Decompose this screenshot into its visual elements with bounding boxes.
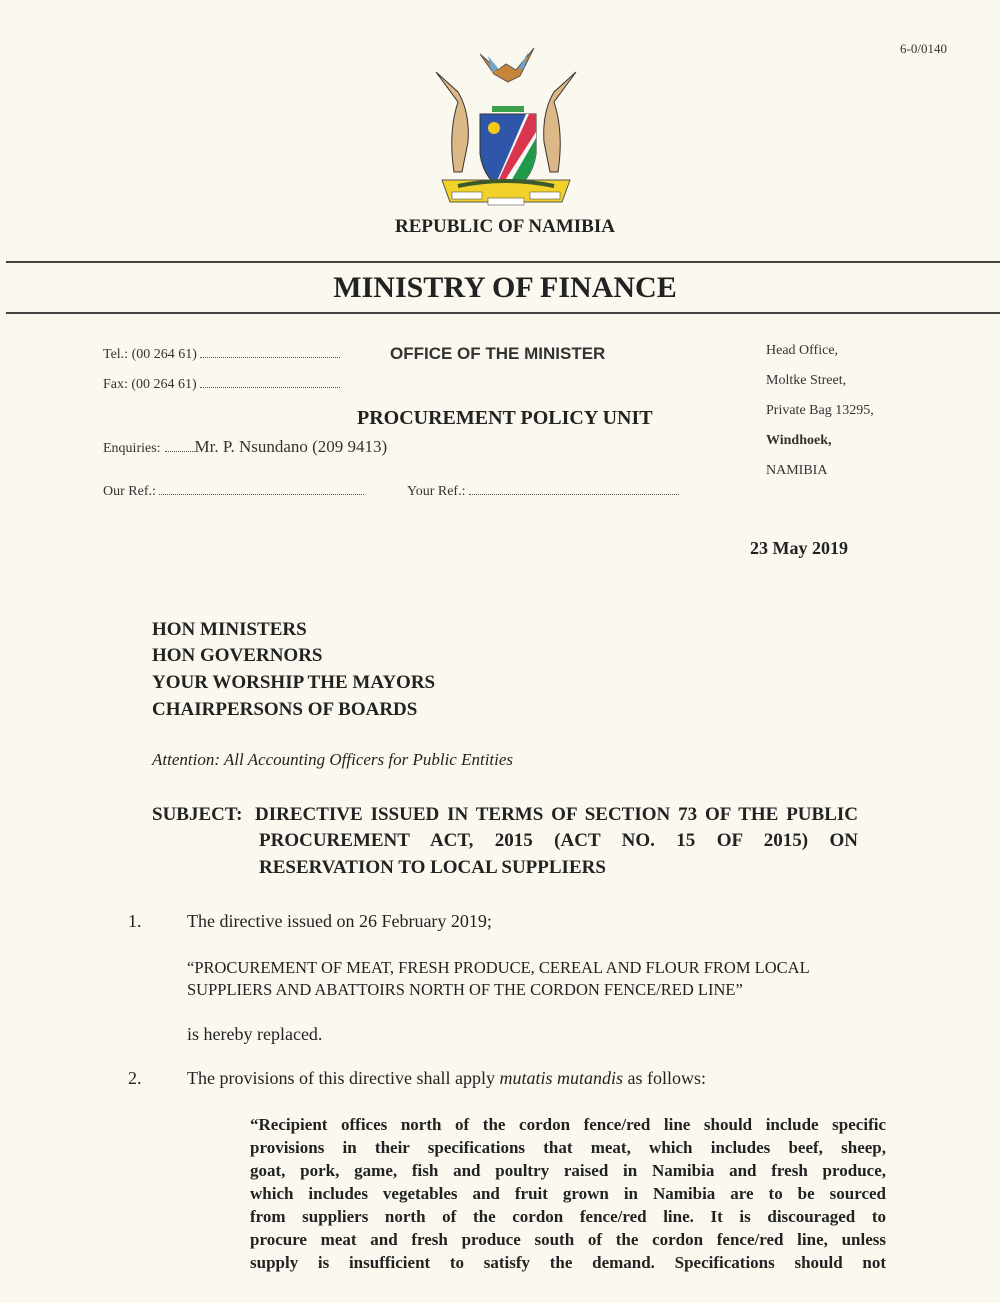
addressee: HON MINISTERS: [152, 619, 307, 640]
tel-field: [103, 348, 340, 362]
quote-line: procure meat and fresh produce south of the cordon fence/red line, unless: [250, 1230, 886, 1249]
enquiries-field: [103, 438, 387, 456]
addressee: HON GOVERNORS: [152, 645, 323, 666]
letter-date: 23 May 2019: [750, 538, 848, 558]
addressee: YOUR WORSHIP THE MAYORS: [152, 672, 436, 693]
fax-label: Fax: (00 264 61): [103, 377, 197, 392]
text: as follows:: [622, 1068, 706, 1088]
enquiries-label: Enquiries:: [103, 441, 161, 456]
addressee: CHAIRPERSONS OF BOARDS: [152, 699, 418, 720]
your-ref-field: [407, 485, 679, 499]
text: The provisions of this directive shall apply: [187, 1068, 500, 1088]
subject-line: RESERVATION TO LOCAL SUPPLIERS: [259, 857, 606, 878]
our-ref-field: [103, 485, 364, 499]
attention-line: Attention: All Accounting Officers for Public Entities: [152, 750, 514, 769]
subject-label: SUBJECT:: [152, 804, 243, 825]
unit-heading: PROCUREMENT POLICY UNIT: [357, 407, 653, 429]
your-ref-label: Your Ref.:: [407, 484, 466, 499]
document-reference: 6-0/0140: [900, 41, 947, 56]
office-heading: OFFICE OF THE MINISTER: [390, 344, 606, 363]
address-line: Head Office,: [766, 343, 839, 358]
paragraph-number: 1.: [128, 911, 142, 931]
divider-top: [6, 261, 1000, 263]
quoted-title: “PROCUREMENT OF MEAT, FRESH PRODUCE, CEREAL AND FLOUR FROM LOCAL: [187, 958, 810, 977]
quote-line: which includes vegetables and fruit grown in Namibia are to be sourced: [250, 1184, 886, 1203]
namibia-coat-of-arms: [428, 42, 584, 208]
subject-line: DIRECTIVE ISSUED IN TERMS OF SECTION 73 OF THE PUBLIC: [255, 804, 858, 825]
address-line: Windhoek,: [766, 433, 832, 448]
quote-line: goat, pork, game, fish and poultry raised in Namibia and fresh produce,: [250, 1161, 886, 1180]
quote-line: provisions in their specifications that meat, which includes beef, sheep,: [250, 1138, 886, 1157]
ministry-heading: MINISTRY OF FINANCE: [333, 271, 677, 304]
paragraph-text: is hereby replaced.: [187, 1024, 323, 1044]
republic-heading: REPUBLIC OF NAMIBIA: [395, 216, 615, 237]
paragraph-number: 2.: [128, 1068, 142, 1088]
quote-line: “Recipient offices north of the cordon fence/red line should include specific: [250, 1115, 886, 1134]
address-line: Private Bag 13295,: [766, 403, 874, 418]
fax-field: [103, 378, 340, 392]
enquiries-value: Mr. P. Nsundano (209 9413): [194, 437, 388, 456]
divider-bottom: [6, 312, 1000, 314]
address-line: NAMIBIA: [766, 463, 828, 478]
tel-label: Tel.: (00 264 61): [103, 347, 197, 362]
quote-line: from suppliers north of the cordon fence/red line. It is discouraged to: [250, 1207, 886, 1226]
quoted-title: SUPPLIERS AND ABATTOIRS NORTH OF THE CORDON FENCE/RED LINE”: [187, 980, 743, 999]
paragraph-text: [187, 1069, 706, 1087]
our-ref-label: Our Ref.:: [103, 484, 156, 499]
paragraph-text: The directive issued on 26 February 2019;: [187, 911, 492, 931]
address-line: Moltke Street,: [766, 373, 847, 388]
quote-line: supply is insufficient to satisfy the demand. Specifications should not: [250, 1253, 886, 1272]
latin-phrase: mutatis mutandis: [499, 1068, 623, 1088]
subject-line: PROCUREMENT ACT, 2015 (ACT NO. 15 OF 2015) ON: [259, 830, 858, 851]
